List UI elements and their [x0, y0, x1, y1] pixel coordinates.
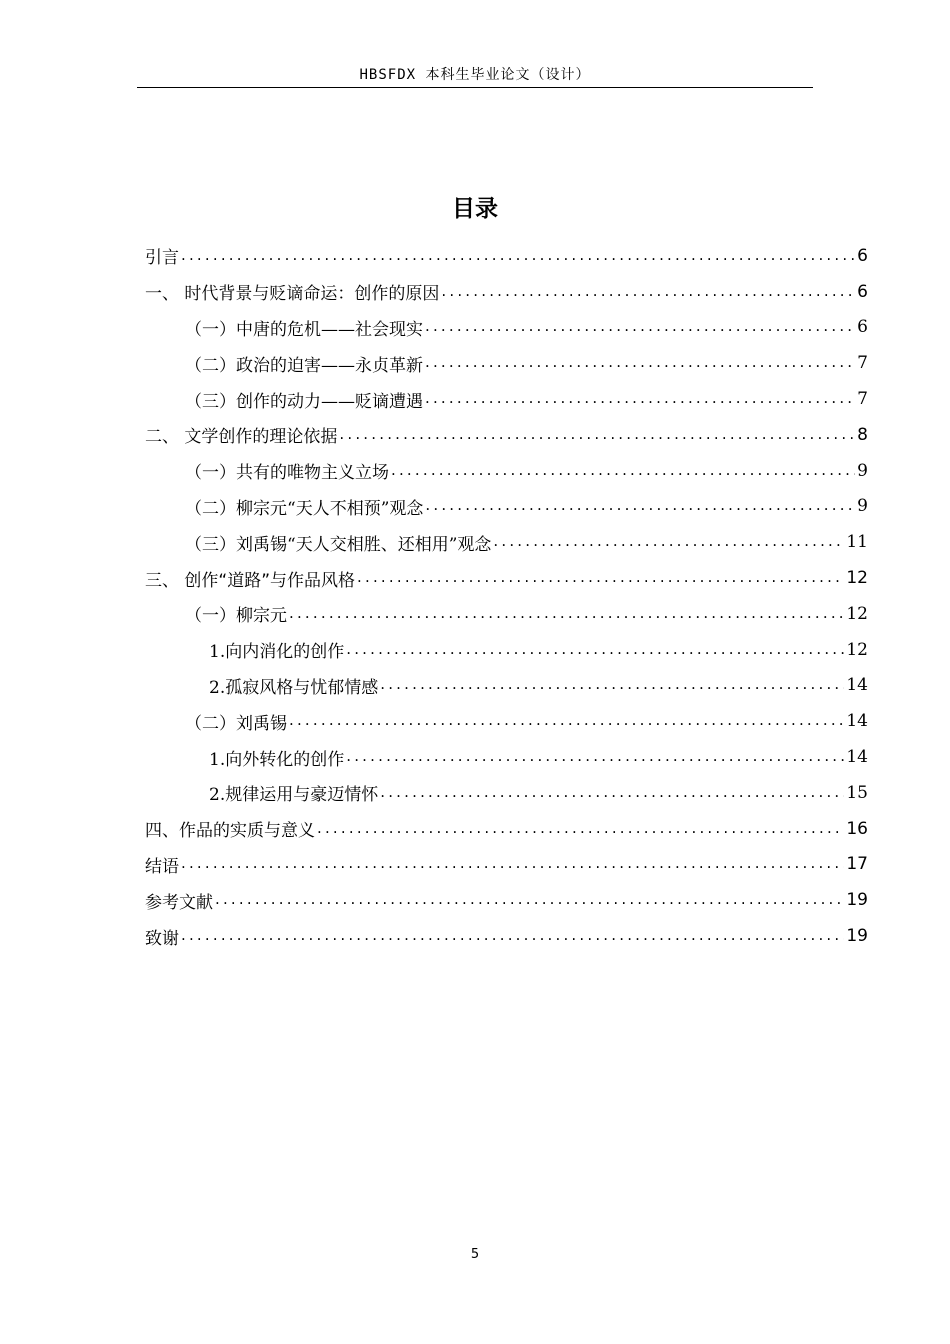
toc-leader-dots — [493, 532, 844, 550]
toc-entry-label: （一）中唐的危机——社会现实 — [185, 319, 423, 340]
toc-entry-page: 6 — [857, 245, 868, 266]
toc-entry-page: 16 — [846, 818, 868, 839]
toc-leader-dots — [181, 854, 844, 872]
toc-leader-dots — [346, 640, 844, 658]
toc-leader-dots — [339, 425, 855, 443]
toc-entry-page: 12 — [846, 568, 868, 589]
toc-entry[interactable] — [145, 489, 868, 525]
toc-entry-label: （三）刘禹锡“天人交相胜、还相用”观念 — [185, 534, 492, 555]
toc-entry[interactable] — [145, 596, 868, 632]
toc-entry[interactable] — [145, 703, 868, 739]
toc-entry-page: 12 — [846, 639, 868, 660]
toc-leader-dots — [346, 747, 844, 765]
toc-entry[interactable] — [145, 668, 868, 704]
toc-entry[interactable] — [145, 310, 868, 346]
toc-entry-page: 9 — [857, 460, 868, 481]
toc-entry-label: （一）柳宗元 — [185, 606, 287, 627]
toc-entry-label: 二、 文学创作的理论依据 — [145, 427, 338, 448]
toc-entry[interactable] — [145, 381, 868, 417]
toc-leader-dots — [391, 461, 855, 479]
toc-entry[interactable] — [145, 811, 868, 847]
toc-entry[interactable] — [145, 775, 868, 811]
toc-leader-dots — [425, 353, 855, 371]
toc-leader-dots — [425, 317, 855, 335]
page-header: HBSFDX 本科生毕业论文（设计） — [359, 67, 591, 83]
toc-entry-page: 19 — [846, 926, 868, 947]
toc-entry[interactable] — [145, 274, 868, 310]
page-number: 5 — [470, 1247, 480, 1262]
toc-entry-label: 1.向内消化的创作 — [209, 642, 345, 663]
toc-entry-label: 三、 创作“道路”与作品风格 — [145, 570, 356, 591]
toc-entry[interactable] — [145, 918, 868, 954]
toc-entry[interactable] — [145, 739, 868, 775]
toc-entry[interactable] — [145, 847, 868, 883]
toc-entry[interactable] — [145, 453, 868, 489]
toc-entry[interactable] — [145, 524, 868, 560]
toc-entry-label: 引言 — [145, 248, 179, 269]
toc-entry-label: 致谢 — [145, 928, 179, 949]
toc-leader-dots — [380, 675, 844, 693]
toc-entry-page: 8 — [857, 424, 868, 445]
toc-leader-dots — [441, 282, 855, 300]
toc-entry[interactable] — [145, 345, 868, 381]
toc-entry-label: （一）共有的唯物主义立场 — [185, 463, 389, 484]
toc-entry-page: 14 — [846, 675, 868, 696]
toc-entry[interactable] — [145, 238, 868, 274]
header-divider — [137, 87, 813, 88]
toc-leader-dots — [425, 496, 855, 514]
toc-entry-label: （二）柳宗元“天人不相预”观念 — [185, 498, 424, 519]
toc-entry[interactable] — [145, 417, 868, 453]
toc-entry-page: 7 — [857, 389, 868, 410]
toc-entry-page: 11 — [846, 532, 868, 553]
toc-entry-label: 2.孤寂风格与忧郁情感 — [209, 677, 379, 698]
toc-entry[interactable] — [145, 560, 868, 596]
toc-entry-label: 1.向外转化的创作 — [209, 749, 345, 770]
toc-entry-page: 14 — [846, 711, 868, 732]
toc-entry-page: 17 — [846, 854, 868, 875]
toc-leader-dots — [317, 819, 844, 837]
toc-leader-dots — [357, 568, 844, 586]
toc-entry[interactable] — [145, 882, 868, 918]
toc-entry[interactable] — [145, 632, 868, 668]
toc-entry-page: 19 — [846, 890, 868, 911]
table-of-contents — [145, 238, 868, 954]
toc-entry-page: 15 — [846, 782, 868, 803]
toc-entry-label: 2.规律运用与豪迈情怀 — [209, 785, 379, 806]
toc-entry-label: （三）创作的动力——贬谪遭遇 — [185, 391, 423, 412]
toc-leader-dots — [380, 783, 844, 801]
toc-entry-label: 结语 — [145, 856, 179, 877]
toc-entry-page: 9 — [857, 496, 868, 517]
toc-title: 目录 — [452, 196, 498, 222]
toc-leader-dots — [425, 389, 855, 407]
toc-entry-page: 14 — [846, 747, 868, 768]
toc-entry-label: 参考文献 — [145, 892, 213, 913]
toc-leader-dots — [289, 711, 844, 729]
toc-leader-dots — [181, 926, 844, 944]
toc-entry-page: 12 — [846, 603, 868, 624]
toc-entry-label: （二）政治的迫害——永贞革新 — [185, 355, 423, 376]
toc-entry-page: 6 — [857, 317, 868, 338]
toc-leader-dots — [215, 890, 844, 908]
toc-leader-dots — [289, 604, 844, 622]
toc-leader-dots — [181, 246, 855, 264]
toc-entry-label: 四、作品的实质与意义 — [145, 821, 315, 842]
toc-entry-page: 6 — [857, 281, 868, 302]
toc-entry-label: 一、 时代背景与贬谪命运：创作的原因 — [145, 284, 440, 305]
toc-entry-page: 7 — [857, 353, 868, 374]
toc-entry-label: （二）刘禹锡 — [185, 713, 287, 734]
